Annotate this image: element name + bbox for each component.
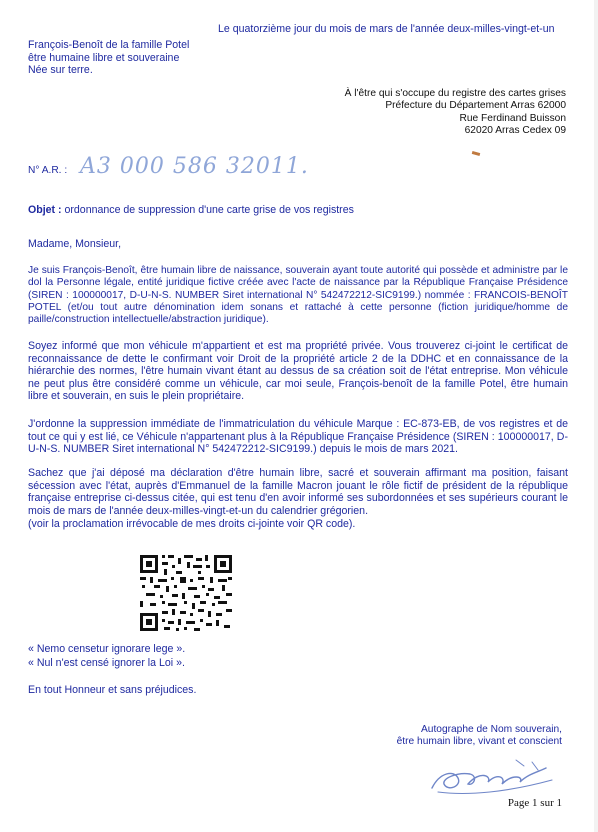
recipient-line-3: Rue Ferdinand Buisson [459,112,566,124]
recipient-line-2: Préfecture du Département Arras 62000 [385,100,566,112]
signature-caption [340,724,562,749]
ar-label: N° A.R. : [28,165,68,176]
sender-name: François-Benoît de la famille Potel [28,39,190,51]
ink-mark [472,151,481,156]
date-line: Le quatorzième jour du mois de mars de l'année deux-milles-vingt-et-un [218,23,555,35]
signature-caption-line-2: être humain libre, vivant et conscient [396,736,562,748]
paragraph-2: Soyez informé que mon véhicule m'appartient et est ma propriété privée. Vous trouverez ci-joint le certificat de reconnaissance de dette le confirmant voir Droit de la propriété article 2 de la DDHC et en connaissance de la hiérarchie des normes, l'être humain vivant étant au dessus de sa création soit de l'état entreprise. Mon véhicule ne peut plus être considéré comme un véhicule, car moi seule, François-benoît de la famille Potel, être humain libre et souverain, en suis le plein propriétaire. [28,340,568,403]
object-text: ordonnance de suppression d'une carte grise de vos registres [64,204,354,216]
closing-line: En tout Honneur et sans préjudices. [28,684,197,696]
object-label: Objet : [28,204,62,216]
recipient-block [300,88,566,137]
paragraph-1: Je suis François-Benoît, être humain libre de naissance, souverain ayant toute autorité qui possède et administre par le dol la Personne légale, entité juridique fictive créée avec l'acte de naissance par la République Française Présidence (SIREN : 100000017, D-U-N-S. NUMBER Siret international N° 542472212-SIC9199.) nommée : FRANCOIS-BENOÎT POTEL (et/ou tout autre dénomination idem sonans et rattaché à cette personne (fiction juridique/homme de paille/construction intellectuelle/abstraction juridique). [28,265,568,326]
paragraph-4: Sachez que j'ai déposé ma déclaration d'être humain libre, sacré et souverain affirmant ma position, faisant sécession avec l'état, auprès d'Emmanuel de la famille Macron jouant le rôle fictif de président de la république française entreprise ci-dessus citée, qui est tenu d'en avoir informé ses subordonnées et ses supérieurs courant le mois de mars de l'année deux-milles-vingt-et-un du calendrier grégorien. [28,467,568,517]
object-line [28,204,568,217]
paragraph-3: J'ordonne la suppression immédiate de l'immatriculation du véhicule Marque : EC-873-EB, de vos registres et de tout ce qui y est lié, ce Véhicule n'appartenant plus à la République Française Présidence (SIREN : 100000017, D-U-N-S. NUMBER Siret international N° 542472212-SIC9199.) depuis le mois de mars 2021. [28,418,568,456]
paragraph-5: (voir la proclamation irrévocable de mes droits ci-jointe voir QR code). [28,518,356,530]
quote-latin: « Nemo censetur ignorare lege ». [28,643,186,655]
sender-status: être humaine libre et souveraine [28,51,180,64]
recipient-line-4: 62020 Arras Cedex 09 [464,124,566,136]
qr-code[interactable] [138,553,234,633]
signature-caption-line-1: Autographe de Nom souverain, [420,724,562,735]
sender-block [28,39,288,77]
ar-number-handwritten: A3 000 586 32011. [80,154,309,179]
page-edge-shadow [594,0,598,832]
quote-french: « Nul n'est censé ignorer la Loi ». [28,657,185,669]
handwritten-signature [428,752,558,798]
page-number: Page 1 sur 1 [507,797,562,809]
recipient-line-1: À l'être qui s'occupe du registre des cartes grises [344,88,566,99]
sender-origin: Née sur terre. [28,64,93,77]
salutation: Madame, Monsieur, [28,238,122,250]
